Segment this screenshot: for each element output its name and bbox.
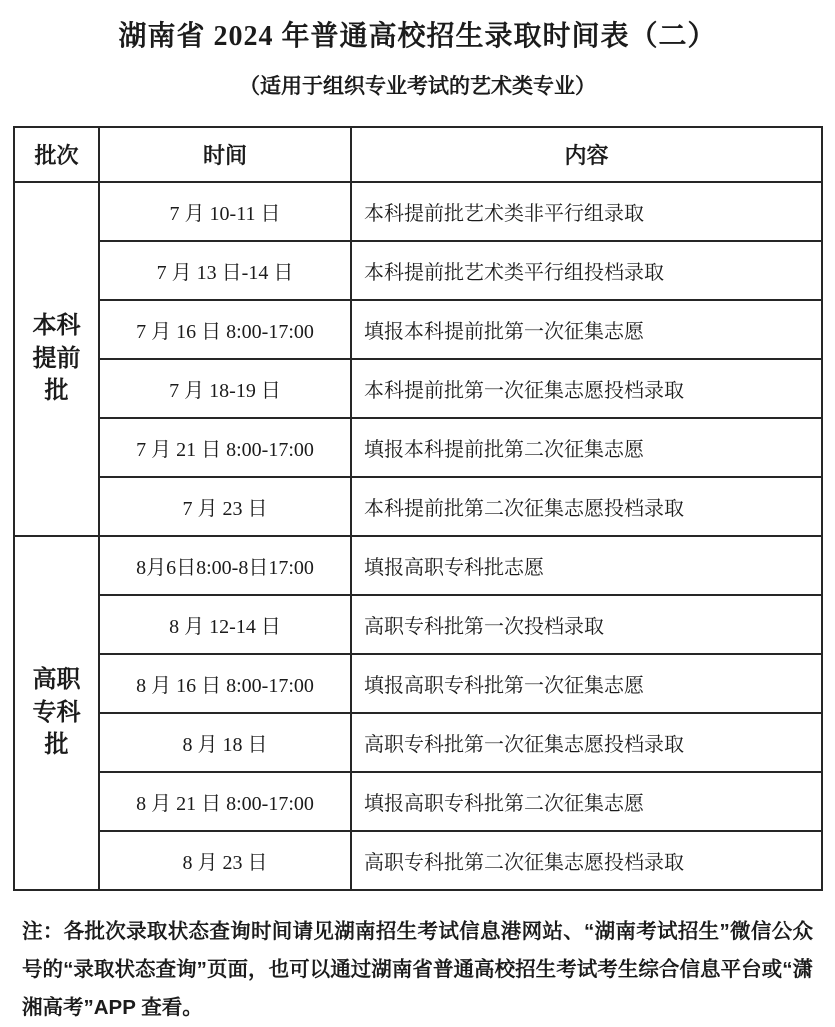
- time-cell: 7 月 13 日-14 日: [99, 241, 351, 300]
- content-cell: 高职专科批第一次征集志愿投档录取: [351, 713, 822, 772]
- table-row: [14, 182, 822, 241]
- time-cell: 7 月 23 日: [99, 477, 351, 536]
- table-row: [14, 300, 822, 359]
- time-cell: 8 月 21 日 8:00-17:00: [99, 772, 351, 831]
- table-row: [14, 713, 822, 772]
- col-header-time: 时间: [99, 127, 351, 182]
- page-subtitle: （适用于组织专业考试的艺术类专业）: [239, 74, 596, 98]
- time-cell: 7 月 10-11 日: [99, 182, 351, 241]
- table-row: [14, 536, 822, 595]
- table-header-row: [14, 127, 822, 182]
- content-cell: 填报高职专科批第二次征集志愿: [351, 772, 822, 831]
- table-row: [14, 359, 822, 418]
- content-cell: 本科提前批艺术类非平行组录取: [351, 182, 822, 241]
- content-cell: 填报高职专科批志愿: [351, 536, 822, 595]
- content-cell: 本科提前批艺术类平行组投档录取: [351, 241, 822, 300]
- time-cell: 8月6日8:00-8日17:00: [99, 536, 351, 595]
- table-row: [14, 241, 822, 300]
- content-cell: 填报本科提前批第二次征集志愿: [351, 418, 822, 477]
- table-row: [14, 654, 822, 713]
- content-cell: 高职专科批第一次投档录取: [351, 595, 822, 654]
- time-cell: 7 月 21 日 8:00-17:00: [99, 418, 351, 477]
- footer-note: 注：各批次录取状态查询时间请见湖南招生考试信息港网站、“湖南考试招生”微信公众号的“录取状态查询”页面，也可以通过湖南省普通高校招生考试考生综合信息平台或“潇湘高考”APP 查看。: [22, 920, 813, 1019]
- batch-cell: 本科提前批: [14, 182, 99, 536]
- time-cell: 7 月 16 日 8:00-17:00: [99, 300, 351, 359]
- time-cell: 8 月 12-14 日: [99, 595, 351, 654]
- batch-cell: 高职专科批: [14, 536, 99, 890]
- table-row: [14, 418, 822, 477]
- page-title: 湖南省 2024 年普通高校招生录取时间表（二）: [118, 21, 717, 52]
- table-row: [14, 772, 822, 831]
- table-row: [14, 595, 822, 654]
- col-header-content: 内容: [351, 127, 822, 182]
- table-row: [14, 477, 822, 536]
- schedule-table: [13, 126, 823, 891]
- time-cell: 8 月 18 日: [99, 713, 351, 772]
- table-row: [14, 831, 822, 890]
- time-cell: 7 月 18-19 日: [99, 359, 351, 418]
- content-cell: 本科提前批第二次征集志愿投档录取: [351, 477, 822, 536]
- content-cell: 本科提前批第一次征集志愿投档录取: [351, 359, 822, 418]
- schedule-table-body: [14, 182, 822, 890]
- col-header-batch: 批次: [14, 127, 99, 182]
- content-cell: 高职专科批第二次征集志愿投档录取: [351, 831, 822, 890]
- content-cell: 填报高职专科批第一次征集志愿: [351, 654, 822, 713]
- time-cell: 8 月 16 日 8:00-17:00: [99, 654, 351, 713]
- time-cell: 8 月 23 日: [99, 831, 351, 890]
- content-cell: 填报本科提前批第一次征集志愿: [351, 300, 822, 359]
